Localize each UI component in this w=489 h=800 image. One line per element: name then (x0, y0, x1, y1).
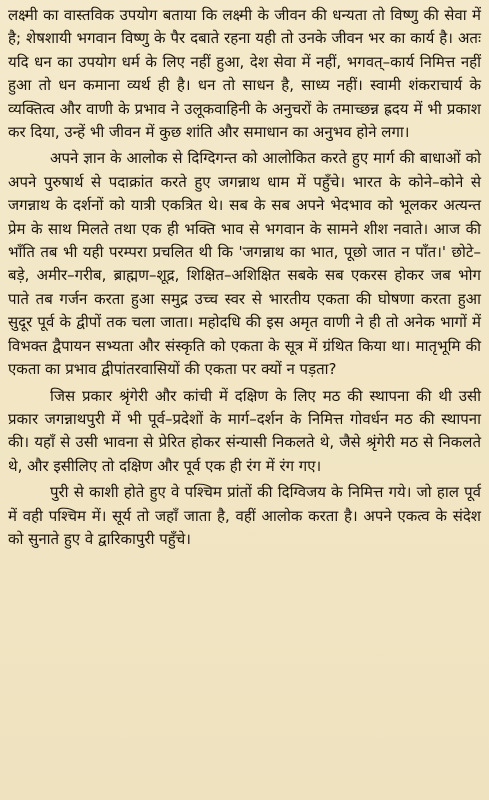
paragraph-1: लक्ष्मी का वास्तविक उपयोग बताया कि लक्ष्मी के जीवन की धन्यता तो विष्णु की सेवा में है; शेषशायी भगवान विष्णु के पैर दबाते रहना यही तो उनके जीवन भर का कार्य है। अतः यदि धन का उपयोग धर्म के लिए नहीं हुआ, देश सेवा में नहीं, भगवत्–कार्य निमित्त नहीं हुआ तो धन कमाना व्यर्थ ही है। धन तो साधन है, साध्य नहीं। स्वामी शंकराचार्य के व्यक्तित्व और वाणी के प्रभाव ने उलूकवाहिनी के अनुचरों के तमाच्छन्न ह्रदय में भी प्रकाश कर दिया, उन्हें भी जीवन में कुछ शांति और समाधान का अनुभव होने लगा। (8, 6, 481, 142)
paragraph-4: पुरी से काशी होते हुए वे पश्चिम प्रांतों की दिग्विजय के निमित्त गये। जो हाल पूर्व में वही पश्चिम में। सूर्य तो जहाँ जाता है, वहीं आलोक करता है। अपने एकत्व के संदेश को सुनाते हुए वे द्वारिकापुरी पहुँचे। (8, 483, 481, 548)
paragraph-3: जिस प्रकार श्रृंगेरी और कांची में दक्षिण के लिए मठ की स्थापना की थी उसी प्रकार जगन्नाथपुरी में भी पूर्व–प्रदेशों के मार्ग–दर्शन के निमित्त गोवर्धन मठ की स्थापना की। यहाँ से उसी भावना से प्रेरित होकर संन्यासी निकलते थे, जैसे श्रृंगेरी मठ से निकलते थे, और इसीलिए तो दक्षिण और पूर्व एक ही रंग में रंग गए। (8, 386, 481, 475)
paragraph-2: अपने ज्ञान के आलोक से दिग्दिगन्त को आलोकित करते हुए मार्ग की बाधाओं को अपने पुरुषार्थ से पदाक्रांत करते हुए जगन्नाथ धाम में पहुँचे। भारत के कोने–कोने से जगन्नाथ के दर्शनों को यात्री एकत्रित थे। सब के सब अपने भेदभाव को भूलकर अत्यन्त प्रेम के साथ मिलते तथा एक ही भक्ति भाव से भगवान के सामने शीश नवाते। आज की भाँति तब भी यही परम्परा प्रचलित थी कि 'जगन्नाथ का भात, पूछो जात न पाँत।' छोटे–बड़े, अमीर–गरीब, ब्राह्मण–शूद्र, शिक्षित–अशिक्षित सबके सब एकरस होकर जब भोग पाते तब गर्जन करता हुआ समुद्र उच्च स्वर से भारतीय एकता की घोषणा करता हुआ सुदूर पूर्व के द्वीपों तक चला जाता। महोदधि की इस अमृत वाणी ने ही तो अनेक भागों में विभक्त द्वैपायन सभ्यता और संस्कृति को एकता के सूत्र में ग्रंथित किया था। मातृभूमि की एकता का प्रभाव द्वीपांतरवासियों की एकता पर क्यों न पड़ता? (8, 149, 481, 379)
